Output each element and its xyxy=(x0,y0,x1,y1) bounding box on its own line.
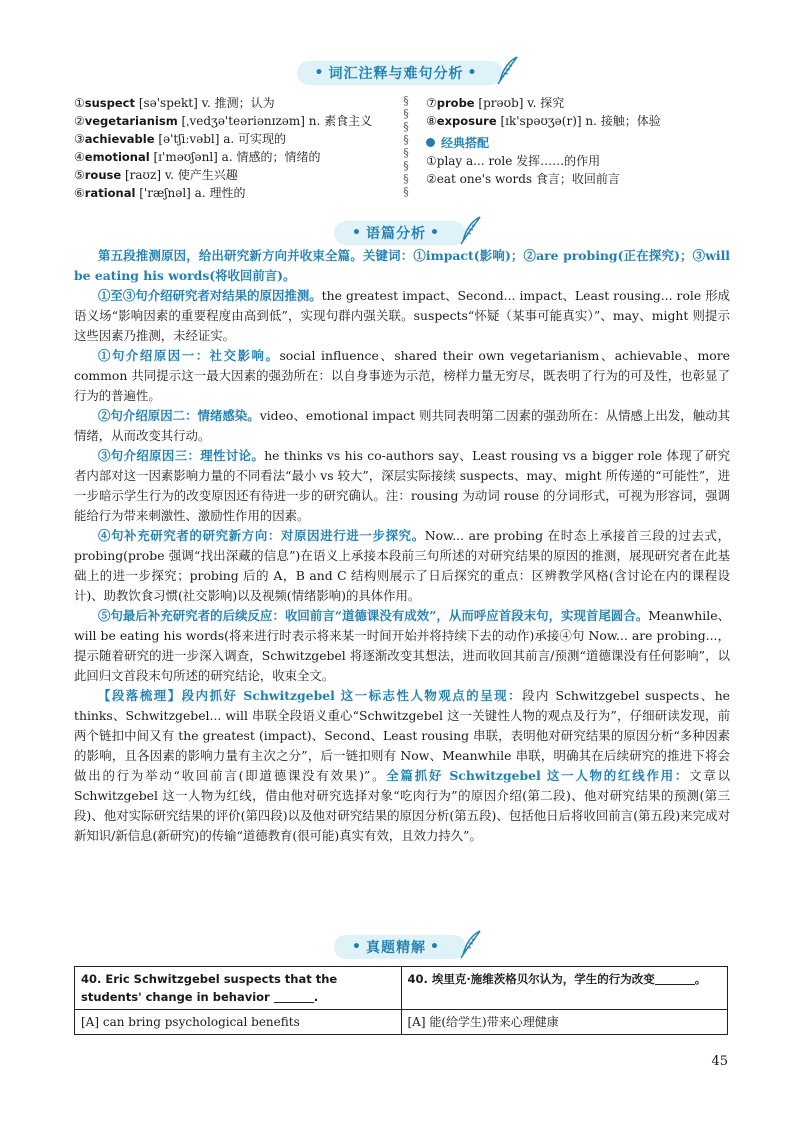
option-en: [A] can bring psychological benefits xyxy=(75,1010,402,1035)
analysis-paragraph: 【段落梳理】段内抓好 Schwitzgebel 这一标志性人物观点的呈现：段内 Schwitzgebel suspects、he thinks、Schwitzgebel... will 串联全段语义重心“Schwitzgebel 这一关键性人物的观点及行为”，仔细研读发现，前两个链扣中间又有 the greatest (impact)、Second、Least rousing 串联，表明他对研究结果的原因分析“多种因素的影响，且各因素的影响力量有主次之分”，后一链扣则有 Now、Meanwhile 串联，明确其在后续研究的推进下将会做出的行为举动“收回前言(即道德课没有效果)”。全篇抓好 Schwitzgebel 这一人物的红线作用：文章以 Schwitzgebel 这一人物为红线，借由他对研究选择对象“吃肉行为”的原因介绍(第二段)、他对研究结果的预测(第三段)、他对实际研究结果的评价(第四段)以及他对研究结果的原因分析(第五段)、包括他日后将收回前言(第五段)来完成对新知识/新信息(新研究)的传输“道德教育(很可能)真实有效，且效力持久”。 xyxy=(74,688,731,843)
vocab-section-pill: • 词汇注释与难句分析 • xyxy=(297,61,504,85)
quiz-section-header xyxy=(0,934,800,960)
vocab-item: ⑧exposure [ɪk'spəʊʒə(r)] n. 接触；体验 xyxy=(426,114,661,128)
table-row xyxy=(75,1010,728,1035)
option-cn: [A] 能(给学生)带来心理健康 xyxy=(401,1010,728,1035)
analysis-section-title: 语篇分析 xyxy=(366,226,426,242)
analysis-body xyxy=(74,246,730,846)
analysis-paragraph: ①句介绍原因一：社交影响。social influence、shared their own vegetarianism、achievable、more common 共同提示这一最大因素的强劲所在：以自身事迹为示范，榜样力量无穷尽，既表明了行为的可及性，也彰显了行为的普遍性。 xyxy=(74,348,730,403)
vocab-item: ⑥rational ['ræʃnəl] a. 理性的 xyxy=(74,186,246,200)
collocation-item: ②eat one's words 食言；收回前言 xyxy=(426,172,620,186)
analysis-paragraph: 第五段推测原因，给出研究新方向并收束全篇。关键词：①impact(影响)；②are probing(正在探究)；③will be eating his words(将收回前言)。 xyxy=(74,248,730,283)
vocab-item: ⑤rouse [raʊz] v. 使产生兴趣 xyxy=(74,168,238,182)
analysis-section-header xyxy=(0,220,800,246)
analysis-paragraph: ①至③句介绍研究者对结果的原因推测。the greatest impact、Second... impact、Least rousing... role 形成语义场“影响因素的重要程度由高到低”，实现句群内强关联。suspects“怀疑（某事可能真实）”、may、might 则提示这些因素乃推测，未经证实。 xyxy=(74,288,730,343)
quill-icon xyxy=(495,55,521,85)
vocab-item: ②vegetarianism [ˌvedʒə'teəriənɪzəm] n. 素食主义 xyxy=(74,114,373,128)
quiz-table xyxy=(74,966,728,1035)
analysis-paragraph: ⑤句最后补充研究者的后续反应：收回前言“道德课没有成效”，从而呼应首段末句，实现首尾圆合。Meanwhile、will be eating his words(将来进行时表示将来某一时间开始并将持续下去的动作)承接④句 Now... are probing...，提示随着研究的进一步深入调查，Schwitzgebel 将逐渐改变其想法，进而收回其前言/预测“道德课没有任何影响”，以此回归文首段末句所述的研究结论，收束全文。 xyxy=(74,608,730,683)
analysis-paragraph: ③句介绍原因三：理性讨论。he thinks vs his co-authors say、Least rousing vs a bigger role 体现了研究者内部对这一因素影响力量的不同看法“最小 vs 较大”，深层实际接续 suspects、may、might 所传递的“可能性”，进一步暗示学生行为的改变原因还有待进一步的研究确认。注：rousing 为动词 rouse 的分词形式，可视为形容词，强调能给行为带来刺激性、激励性作用的因素。 xyxy=(74,448,730,523)
answer-blank xyxy=(274,990,314,1003)
quiz-section-title: 真题精解 xyxy=(366,940,426,956)
column-divider: § § § § § § § § xyxy=(403,94,409,198)
collocation-heading: 经典搭配 xyxy=(426,134,726,152)
vocab-section-title: 词汇注释与难句分析 xyxy=(328,66,464,82)
quiz-section-pill: • 真题精解 • xyxy=(334,935,466,959)
vocab-right-column xyxy=(426,94,726,188)
vocab-block xyxy=(74,94,734,212)
analysis-section-pill: • 语篇分析 • xyxy=(334,221,466,245)
question-en: 40. Eric Schwitzgebel suspects that the students' change in behavior . xyxy=(75,967,402,1010)
analysis-paragraph: ④句补充研究者的研究新方向：对原因进行进一步探究。Now... are probing 在时态上承接首三段的过去式，probing(probe 强调“找出深藏的信息”)在语义上承接本段前三句所述的对研究结果的原因的推测，展现研究者在此基础上的进一步探究；probing 后的 A，B and C 结构则展示了日后探究的重点：区辨教学风格(含讨论在内的课程设计)、助教饮食习惯(社交影响)以及视频(情绪影响)的具体作用。 xyxy=(74,528,730,603)
answer-blank xyxy=(655,972,695,985)
vocab-item: ③achievable [ə'tʃiːvəbl] a. 可实现的 xyxy=(74,132,287,146)
vocab-item: ④emotional [ɪ'məʊʃənl] a. 情感的；情绪的 xyxy=(74,150,321,164)
analysis-paragraph: ②句介绍原因二：情绪感染。video、emotional impact 则共同表明第二因素的强劲所在：从情感上出发，触动其情绪，从而改变其行动。 xyxy=(74,408,730,443)
page-number: 45 xyxy=(711,1054,728,1069)
quill-icon xyxy=(458,929,484,959)
bullet-icon xyxy=(426,138,435,147)
collocation-item: ①play a... role 发挥……的作用 xyxy=(426,154,601,168)
table-row xyxy=(75,967,728,1010)
quill-icon xyxy=(458,215,484,245)
vocab-section-header xyxy=(0,60,800,86)
vocab-item: ①suspect [sə'spekt] v. 推测；认为 xyxy=(74,96,275,110)
vocab-item: ⑦probe [prəʊb] v. 探究 xyxy=(426,96,565,110)
question-cn: 40. 埃里克·施维茨格贝尔认为，学生的行为改变 。 xyxy=(401,967,728,1010)
vocab-left-column xyxy=(74,94,394,202)
